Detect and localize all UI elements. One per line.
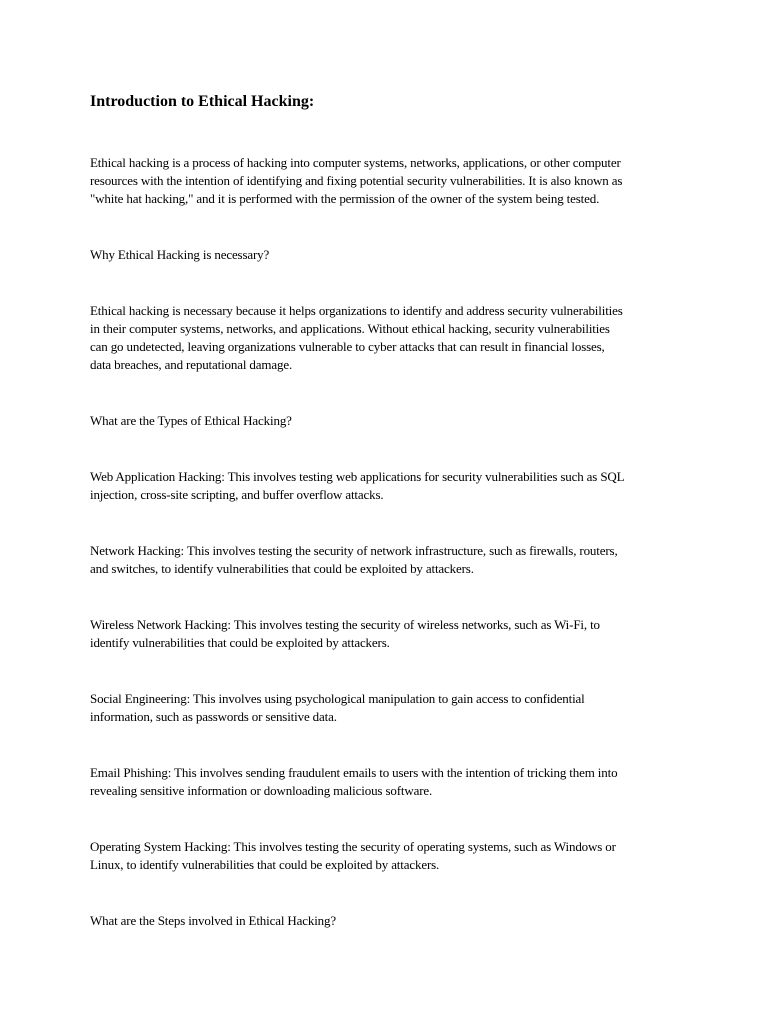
paragraph [90,616,690,652]
paragraph [90,302,690,374]
paragraph [90,690,690,726]
text-line: Wireless Network Hacking: This involves testing the security of wireless networks, such as Wi-Fi, to [90,617,600,632]
text-line: "white hat hacking," and it is performed with the permission of the owner of the system being tested. [90,191,600,206]
text-line: resources with the intention of identifying and fixing potential security vulnerabilities. It is also known as [90,173,623,188]
paragraph-list [90,154,690,930]
text-line: What are the Types of Ethical Hacking? [90,413,292,428]
document-title: Introduction to Ethical Hacking: [90,93,315,110]
paragraph [90,154,690,208]
text-line: information, such as passwords or sensitive data. [90,709,337,724]
paragraph-spacer [90,208,690,246]
paragraph [90,764,690,800]
text-line: Ethical hacking is a process of hacking into computer systems, networks, applications, or other computer [90,155,621,170]
text-line: revealing sensitive information or downloading malicious software. [90,783,433,798]
text-line: and switches, to identify vulnerabilities that could be exploited by attackers. [90,561,474,576]
text-line: Web Application Hacking: This involves testing web applications for security vulnerabilities such as SQL [90,469,625,484]
text-line: Social Engineering: This involves using psychological manipulation to gain access to confidential [90,691,585,706]
paragraph-spacer [90,874,690,912]
text-line: Ethical hacking is necessary because it helps organizations to identify and address security vulnerabilities [90,303,623,318]
section-question [90,246,690,264]
paragraph [90,542,690,578]
document-body [90,92,690,930]
text-line: Why Ethical Hacking is necessary? [90,247,270,262]
paragraph-spacer [90,374,690,412]
paragraph-spacer [90,800,690,838]
section-question [90,412,690,430]
text-line: What are the Steps involved in Ethical Hacking? [90,913,337,928]
text-line: Operating System Hacking: This involves testing the security of operating systems, such as Windows or [90,839,616,854]
section-question [90,912,690,930]
paragraph-spacer [90,578,690,616]
paragraph-spacer [90,652,690,690]
text-line: identify vulnerabilities that could be exploited by attackers. [90,635,390,650]
text-line: injection, cross-site scripting, and buffer overflow attacks. [90,487,384,502]
text-line: Linux, to identify vulnerabilities that could be exploited by attackers. [90,857,440,872]
paragraph-spacer [90,726,690,764]
paragraph-spacer [90,504,690,542]
text-line: Email Phishing: This involves sending fraudulent emails to users with the intention of tricking them into [90,765,618,780]
text-line: data breaches, and reputational damage. [90,357,293,372]
text-line: in their computer systems, networks, and applications. Without ethical hacking, security vulnerabilities [90,321,610,336]
text-line: can go undetected, leaving organizations vulnerable to cyber attacks that can result in financial losses, [90,339,605,354]
paragraph-spacer [90,264,690,302]
paragraph [90,838,690,874]
text-line: Network Hacking: This involves testing the security of network infrastructure, such as firewalls, routers, [90,543,618,558]
paragraph [90,468,690,504]
paragraph-spacer [90,430,690,468]
